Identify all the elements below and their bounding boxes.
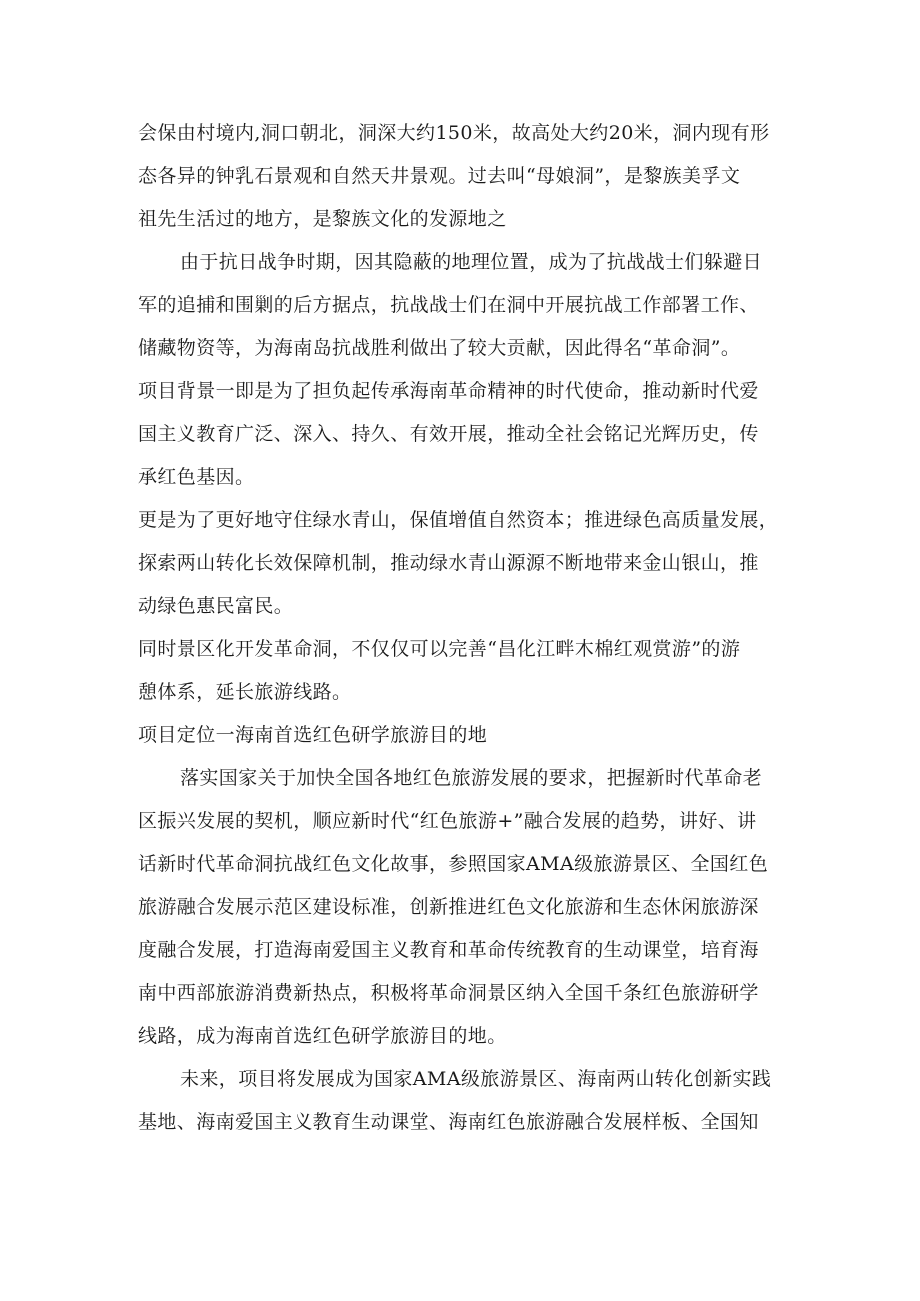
text-line: 军的追捕和围剿的后方据点，抗战战士们在洞中开展抗战工作部署工作、 <box>138 294 759 316</box>
text-line: 基地、海南爱国主义教育生动课堂、海南红色旅游融合发展样板、全国知 <box>138 1111 759 1133</box>
text-line: 话新时代革命洞抗战红色文化故事，参照国家AMA级旅游景区、全国红色 <box>138 853 769 875</box>
text-line: 旅游融合发展示范区建设标准，创新推进红色文化旅游和生态休闲旅游深 <box>138 896 759 918</box>
section-heading: 项目定位一海南首选红色研学旅游目的地 <box>138 724 488 746</box>
paragraph-first-line: 由于抗日战争时期，因其隐蔽的地理位置，成为了抗战战士们躲避日 <box>180 251 763 273</box>
text-line: 憩体系，延长旅游线路。 <box>138 681 352 703</box>
text-line: 探索两山转化长效保障机制，推动绿水青山源源不断地带来金山银山，推 <box>138 552 759 574</box>
text-line: 同时景区化开发革命洞，不仅仅可以完善“昌化江畔木棉红观赏游”的游 <box>138 638 741 660</box>
text-line: 会保由村境内,洞口朝北，洞深大约150米，故高处大约20米，洞内现有形 <box>138 122 770 144</box>
text-line: 项目背景一即是为了担负起传承海南革命精神的时代使命，推动新时代爱 <box>138 380 759 402</box>
text-line: 承红色基因。 <box>138 466 255 488</box>
text-line: 态各异的钟乳石景观和自然天井景观。过去叫“母娘洞”，是黎族美孚文 <box>138 165 741 187</box>
text-line: 更是为了更好地守住绿水青山，保值增值自然资本；推进绿色高质量发展， <box>138 509 779 531</box>
paragraph-first-line: 未来，项目将发展成为国家AMA级旅游景区、海南两山转化创新实践 <box>180 1068 772 1090</box>
text-line: 南中西部旅游消费新热点，积极将革命洞景区纳入全国千条红色旅游研学 <box>138 982 759 1004</box>
text-line: 线路，成为海南首选红色研学旅游目的地。 <box>138 1025 507 1047</box>
text-line: 度融合发展，打造海南爱国主义教育和革命传统教育的生动课堂，培育海 <box>138 939 759 961</box>
text-line: 动绿色惠民富民。 <box>138 595 294 617</box>
paragraph-first-line: 落实国家关于加快全国各地红色旅游发展的要求，把握新时代革命老 <box>180 767 763 789</box>
text-line: 区振兴发展的契机，顺应新时代“红色旅游+”融合发展的趋势，讲好、讲 <box>138 810 757 832</box>
text-line: 祖先生活过的地方，是黎族文化的发源地之 <box>138 208 507 230</box>
text-line: 国主义教育广泛、深入、持久、有效开展，推动全社会铭记光辉历史，传 <box>138 423 759 445</box>
text-line: 储藏物资等，为海南岛抗战胜利做出了较大贡献，因此得名“革命洞”。 <box>138 337 741 359</box>
